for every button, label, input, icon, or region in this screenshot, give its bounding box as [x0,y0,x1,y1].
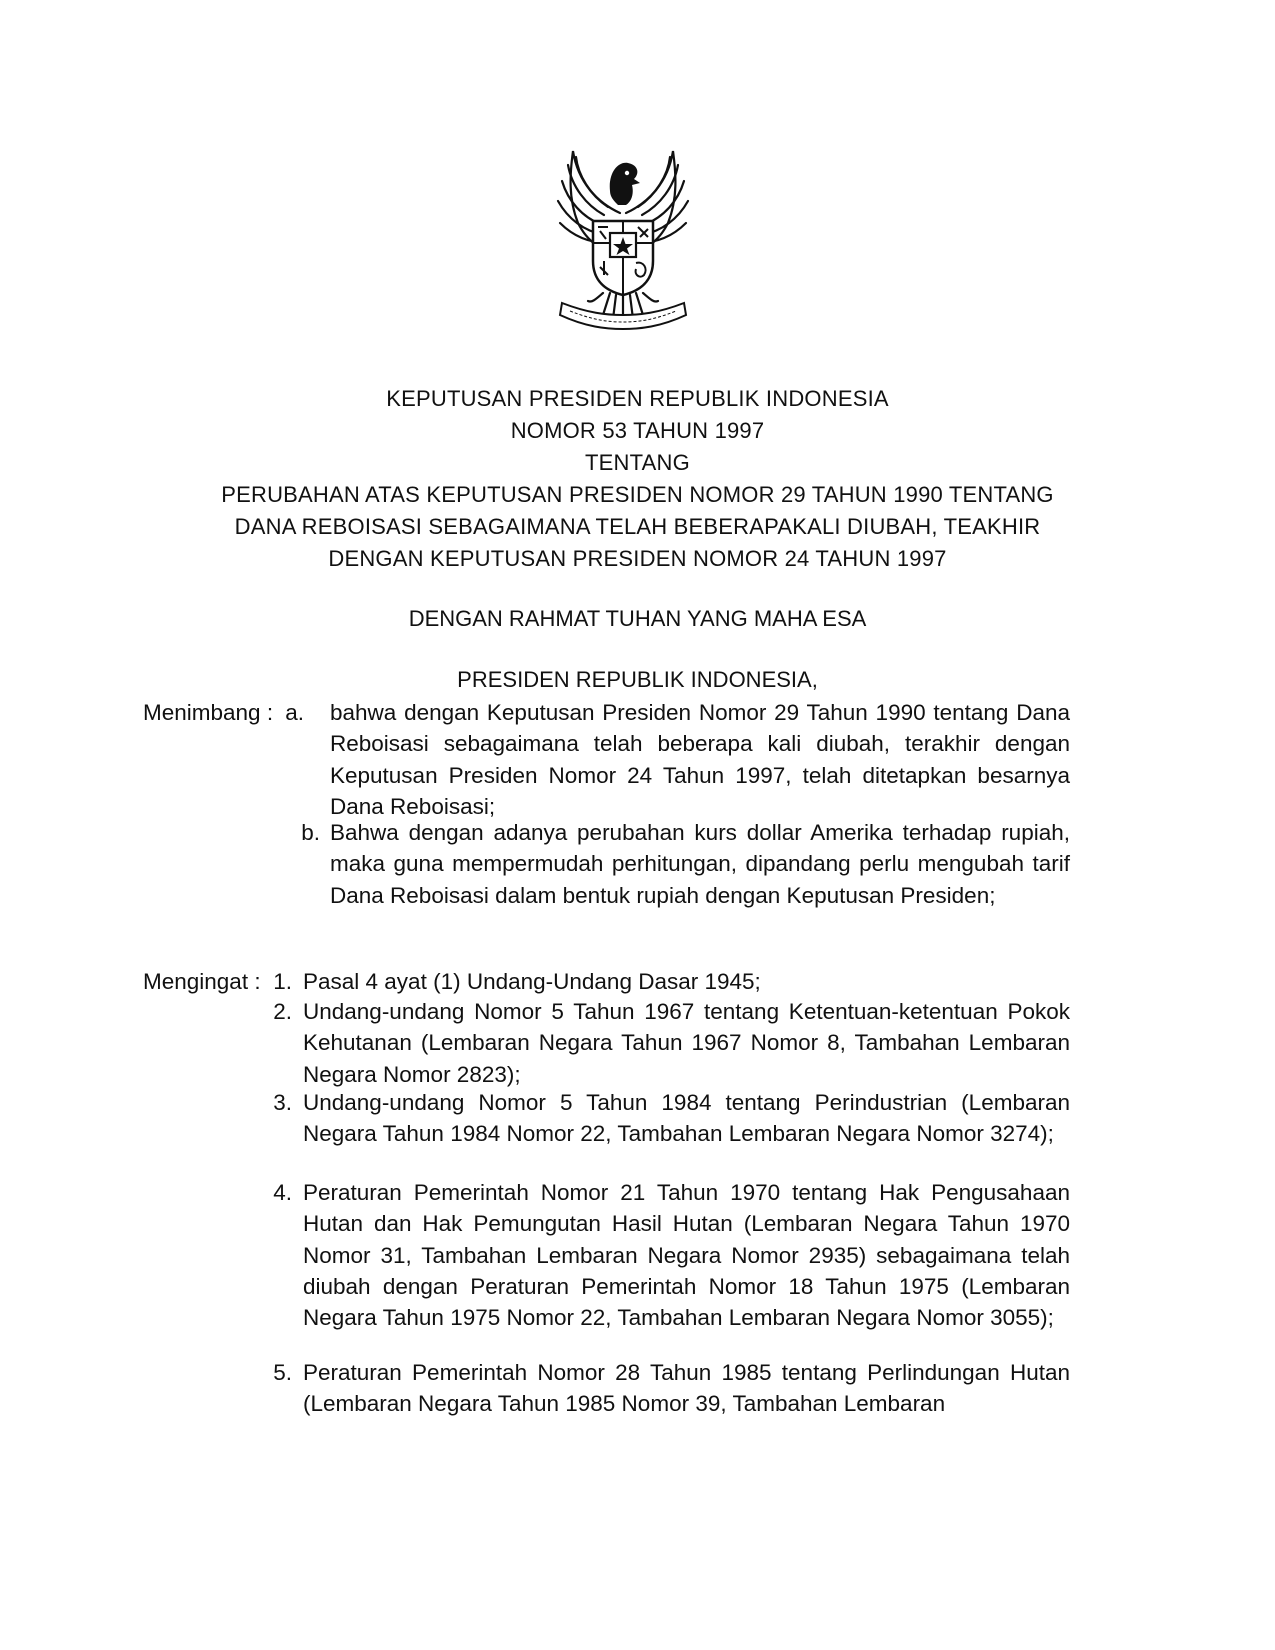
list-marker: 1. [273,969,292,994]
list-marker: 2. [273,999,292,1024]
heading-line: DENGAN KEPUTUSAN PRESIDEN NOMOR 24 TAHUN 1997 [328,546,947,571]
list-marker: 3. [273,1090,292,1115]
heading-line: KEPUTUSAN PRESIDEN REPUBLIK INDONESIA [386,386,889,411]
list-item [256,966,1070,997]
heading-line: DANA REBOISASI SEBAGAIMANA TELAH BEBERAPAKALI DIUBAH, TEAKHIR [234,514,1041,539]
section-label-menimbang: Menimbang : [143,700,274,725]
list-item [270,817,1070,911]
salutation-line: PRESIDEN REPUBLIK INDONESIA, [457,667,818,692]
list-text: Undang-undang Nomor 5 Tahun 1984 tentang Perindustrian (Lembaran Negara Tahun 1984 Nomor 22, Tambahan Lembaran Negara Nomor 3274); [303,1090,1070,1147]
list-marker: 4. [273,1180,292,1205]
list-text: bahwa dengan Keputusan Presiden Nomor 29 Tahun 1990 tentang Dana Reboisasi sebagaimana telah beberapa kali diubah, terakhir dengan Keputusan Presiden Nomor 24 Tahun 1997, telah ditetapkan besarnya Dana Reboisasi; [330,700,1070,819]
heading-line: TENTANG [585,450,690,475]
list-marker: 5. [273,1360,292,1385]
list-item [256,1177,1070,1333]
list-text: Peraturan Pemerintah Nomor 28 Tahun 1985 tentang Perlindungan Hutan (Lembaran Negara Tahun 1985 Nomor 39, Tambahan Lembaran [303,1360,1070,1417]
list-item [256,996,1070,1090]
section-label-mengingat: Mengingat : [143,969,261,994]
heading-line: PERUBAHAN ATAS KEPUTUSAN PRESIDEN NOMOR 29 TAHUN 1990 TENTANG [221,482,1054,507]
heading-line: NOMOR 53 TAHUN 1997 [510,418,765,443]
list-item [256,1357,1070,1420]
salutation-line: DENGAN RAHMAT TUHAN YANG MAHA ESA [408,606,867,631]
list-text: Bahwa dengan adanya perubahan kurs dollar Amerika terhadap rupiah, maka guna mempermudah perhitungan, dipandang perlu mengubah tarif Dana Reboisasi dalam bentuk rupiah dengan Keputusan Presiden; [330,820,1070,908]
list-item [256,1087,1070,1150]
list-marker: b. [301,820,320,845]
list-marker: a. [285,700,304,725]
list-text: Pasal 4 ayat (1) Undang-Undang Dasar 1945; [303,969,761,994]
document-heading [200,383,1075,575]
garuda-emblem-icon [548,143,698,341]
list-item [270,697,1070,822]
list-text: Undang-undang Nomor 5 Tahun 1967 tentang Ketentuan-ketentuan Pokok Kehutanan (Lembaran Negara Tahun 1967 Nomor 8, Tambahan Lembaran Negara Nomor 2823); [303,999,1070,1087]
list-text: Peraturan Pemerintah Nomor 21 Tahun 1970 tentang Hak Pengusahaan Hutan dan Hak Pemungutan Hasil Hutan (Lembaran Negara Tahun 1970 Nomor 31, Tambahan Lembaran Negara Nomor 2935) sebagaimana telah diubah dengan Peraturan Pemerintah Nomor 18 Tahun 1975 (Lembaran Negara Tahun 1975 Nomor 22, Tambahan Lembaran Negara Nomor 3055); [303,1180,1070,1331]
